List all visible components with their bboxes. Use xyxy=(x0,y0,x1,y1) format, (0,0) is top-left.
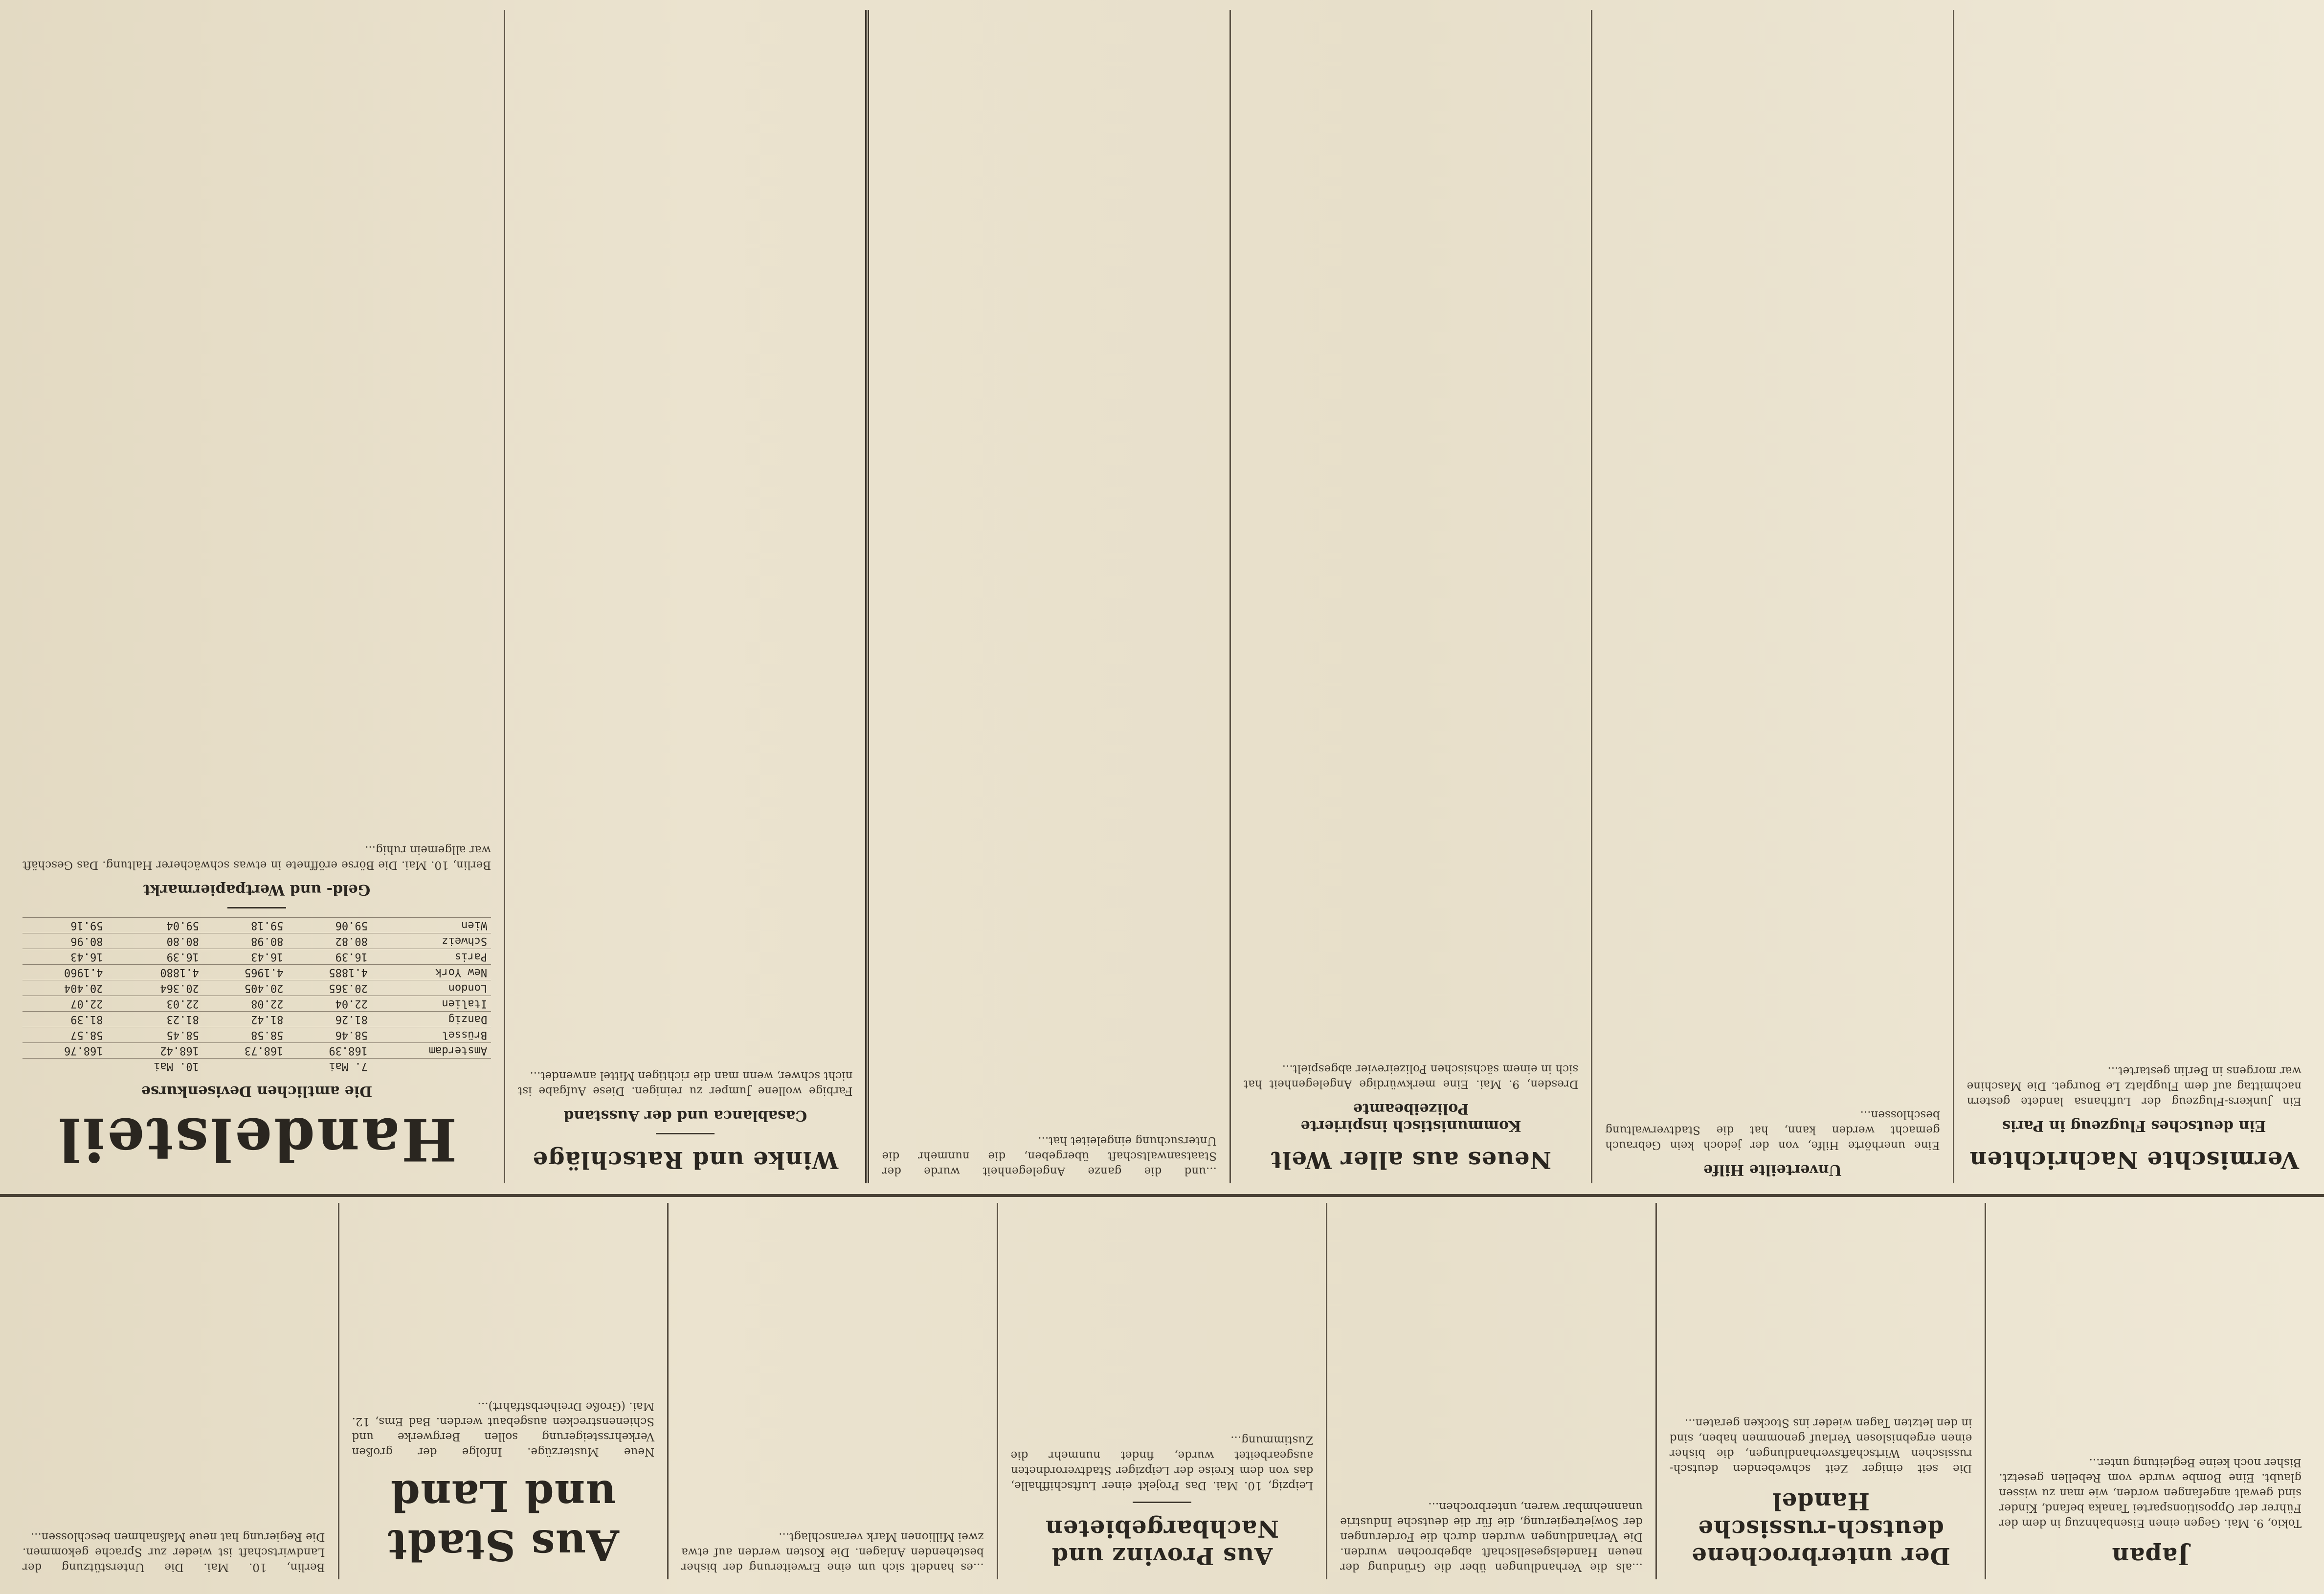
article-text: Eine unerhörte Hilfe, von der jedoch kein Gebrauch gemacht werden kann, hat die Stadtverwaltung beschlossen... xyxy=(1601,1108,1940,1151)
table-cell: New York xyxy=(372,965,491,980)
table-row xyxy=(22,918,491,933)
table-cell: 80.80 xyxy=(107,933,203,949)
table-cell: 81.23 xyxy=(107,1012,203,1027)
table-row xyxy=(22,1012,491,1027)
column-stadt-land xyxy=(338,1203,668,1579)
column-aller-welt xyxy=(1229,10,1591,1183)
table-cell: 80.96 xyxy=(22,933,107,949)
column-hilfe xyxy=(1591,10,1952,1183)
table-cell: Wien xyxy=(372,918,491,933)
table-cell: 81.42 xyxy=(203,1012,287,1027)
article-text: Berlin, 10. Mai. Die Unterstützung der Landwirtschaft ist wieder zur Sprache gekommen. Die Regierung hat neue Maßnahmen beschlossen... xyxy=(19,1530,325,1573)
table-cell: 168.76 xyxy=(22,1043,107,1059)
table-row xyxy=(22,933,491,949)
divider xyxy=(1133,1502,1191,1503)
article-text: Tokio, 9. Mai. Gegen einen Eisenbahnzug in dem der Führer der Oppositionspartei Tanaka befand, Kinder sind gewalt angefangen worden, wie man zu wissen glaubt. Eine Bombe wurde vom Rebellen gesetzt. Bisher noch keine Begleitung unter... xyxy=(1995,1456,2302,1529)
table-cell: 58.46 xyxy=(287,1027,371,1043)
table-cell: Amsterdam xyxy=(372,1043,491,1059)
table-cell: 20.404 xyxy=(22,980,107,996)
table-cell: Brüssel xyxy=(372,1027,491,1043)
table-cell: 22.03 xyxy=(107,996,203,1012)
heading: Aus Stadt und Land xyxy=(387,1471,619,1570)
table-cell: 22.07 xyxy=(22,996,107,1012)
table-row xyxy=(22,949,491,965)
table-row xyxy=(22,980,491,996)
article-text: Dresden, 9. Mai. Eine merkwürdige Angelegenheit hat sich in einem sächsischen Polizeirevier abgespielt... xyxy=(1240,1063,1579,1090)
table-row xyxy=(22,1043,491,1059)
bottom-band xyxy=(10,10,2314,1183)
table-cell: 16.39 xyxy=(107,949,203,965)
subheading: Casablanca und der Ausstand xyxy=(563,1107,807,1124)
table-cell: 16.43 xyxy=(203,949,287,965)
subheading: Kommunistisch inspirierte Polizeibeamte xyxy=(1300,1100,1521,1134)
table-cell: 20.364 xyxy=(107,980,203,996)
heading: Aus Provinz und Nachbargebieten xyxy=(1045,1515,1279,1570)
article-text: Ein Junkers-Flugzeug der Lufthansa landete gestern nachmittag auf dem Flugplatz Le Bourget. Die Maschine war morgens in Berlin gestartet... xyxy=(1963,1064,2302,1107)
table-cell: Paris xyxy=(372,949,491,965)
table-cell: London xyxy=(372,980,491,996)
table-header-cell xyxy=(22,1059,107,1074)
subheading: Unverteilte Hilfe xyxy=(1703,1161,1842,1178)
article-text: Die seit einiger Zeit schwebenden deutsch-russischen Wirtschaftsverhandlungen, die bisher einen ergebnislosen Verlauf genommen haben, sind in den letzten Tagen wieder ins Stocken geraten... xyxy=(1666,1417,1972,1475)
table-cell: 58.57 xyxy=(22,1027,107,1043)
table-cell: 168.73 xyxy=(203,1043,287,1059)
article-text: ...und die ganze Angelegenheit wurde der Staatsanwaltschaft übergeben, die nunmehr die Untersuchung eingeleitet hat... xyxy=(878,1134,1217,1177)
table-cell: 59.06 xyxy=(287,918,371,933)
table-cell: 22.04 xyxy=(287,996,371,1012)
column-stadt-land-cont xyxy=(10,1203,338,1579)
heading: Der unterbrochene deutsch-russische Handel xyxy=(1691,1487,1951,1570)
table-cell: 168.39 xyxy=(287,1043,371,1059)
divider xyxy=(656,1133,715,1134)
table-cell: 59.18 xyxy=(203,918,287,933)
divider xyxy=(227,907,286,908)
table-cell: 4.1880 xyxy=(107,965,203,980)
table-cell: 4.1885 xyxy=(287,965,371,980)
column-handel-cont xyxy=(1326,1203,1655,1579)
column-provinz-cont xyxy=(667,1203,997,1579)
table-cell: 80.82 xyxy=(287,933,371,949)
article-text: Farbige wollene Jumper zu reinigen. Diese Aufgabe ist nicht schwer, wenn man die richtigen Mittel anwendet... xyxy=(514,1069,853,1097)
heading: Neues aus aller Welt xyxy=(1270,1146,1552,1173)
section-masthead: Handelsteil xyxy=(56,1105,457,1173)
table-cell: 59.04 xyxy=(107,918,203,933)
table-cell: 16.39 xyxy=(287,949,371,965)
column-provinz xyxy=(997,1203,1326,1579)
table-cell: Italien xyxy=(372,996,491,1012)
table-header-cell xyxy=(203,1059,287,1074)
table-cell: 81.26 xyxy=(287,1012,371,1027)
column-winke xyxy=(504,10,865,1183)
column-japan xyxy=(1985,1203,2314,1579)
subheading: Ein deutsches Flugzeug in Paris xyxy=(2002,1117,2266,1134)
article-text: ...es handelt sich um eine Erweiterung der bisher bestehenden Anlagen. Die Kosten werden auf etwa zwei Millionen Mark veranschlagt... xyxy=(677,1530,984,1573)
table-cell: Schweiz xyxy=(372,933,491,949)
heading: Vermischte Nachrichten xyxy=(1969,1146,2300,1173)
table-body xyxy=(22,918,491,1059)
subheading: Die amtlichen Devisenkurse xyxy=(141,1083,373,1100)
heading: Winke und Ratschläge xyxy=(532,1146,839,1173)
table-header-cell xyxy=(372,1059,491,1074)
column-handelsteil xyxy=(10,10,504,1183)
table-cell: 58.45 xyxy=(107,1027,203,1043)
column-vermischte xyxy=(1953,10,2314,1183)
table-row xyxy=(22,1027,491,1043)
article-text: Berlin, 10. Mai. Die Börse eröffnete in etwas schwächerer Haltung. Das Geschäft war allgemein ruhig... xyxy=(19,843,492,871)
column-handel xyxy=(1655,1203,1985,1579)
table-cell: 80.98 xyxy=(203,933,287,949)
article-text: Leipzig, 10. Mai. Das Projekt einer Luftschiffhalle, das von dem Kreise der Leipziger Stadtverordneten ausgearbeitet wurde, findet nunmehr die Zustimmung... xyxy=(1007,1434,1314,1492)
table-cell: 22.08 xyxy=(203,996,287,1012)
table-row xyxy=(22,965,491,980)
table-cell: Danzig xyxy=(372,1012,491,1027)
subheading: Geld- und Wertpapiermarkt xyxy=(143,881,371,898)
column-aller-welt-cont xyxy=(866,10,1229,1183)
table-cell: 4.1965 xyxy=(203,965,287,980)
table-cell: 59.16 xyxy=(22,918,107,933)
table-row xyxy=(22,996,491,1012)
table-cell: 81.39 xyxy=(22,1012,107,1027)
table-header-cell: 7. Mai xyxy=(287,1059,371,1074)
table-cell: 16.43 xyxy=(22,949,107,965)
table-cell: 58.58 xyxy=(203,1027,287,1043)
table-header-row xyxy=(22,1059,491,1074)
horizontal-rule xyxy=(0,1194,2324,1197)
table-cell: 20.405 xyxy=(203,980,287,996)
table-header-cell: 10. Mai xyxy=(107,1059,203,1074)
table-cell: 4.1960 xyxy=(22,965,107,980)
heading: Japan xyxy=(2111,1542,2189,1570)
article-text: ...als die Verhandlungen über die Gründung der neuen Handelsgesellschaft abgebrochen wurden. Die Verhandlungen wurden durch die Forderungen der Sowjetregierung, die für die deutsche Industrie unannehmbar waren, unterbrochen... xyxy=(1336,1500,1643,1573)
article-text: Neue Musterzüge. Infolge der großen Verkehrssteigerung sollen Bergwerke und Schienenstrecken ausgebaut werden. Bad Ems, 12. Mai. (Große Dreiherbstfahrt)... xyxy=(348,1400,655,1458)
top-band xyxy=(10,1203,2314,1579)
exchange-rate-table xyxy=(22,917,491,1074)
table-cell: 168.42 xyxy=(107,1043,203,1059)
table-cell: 20.365 xyxy=(287,980,371,996)
